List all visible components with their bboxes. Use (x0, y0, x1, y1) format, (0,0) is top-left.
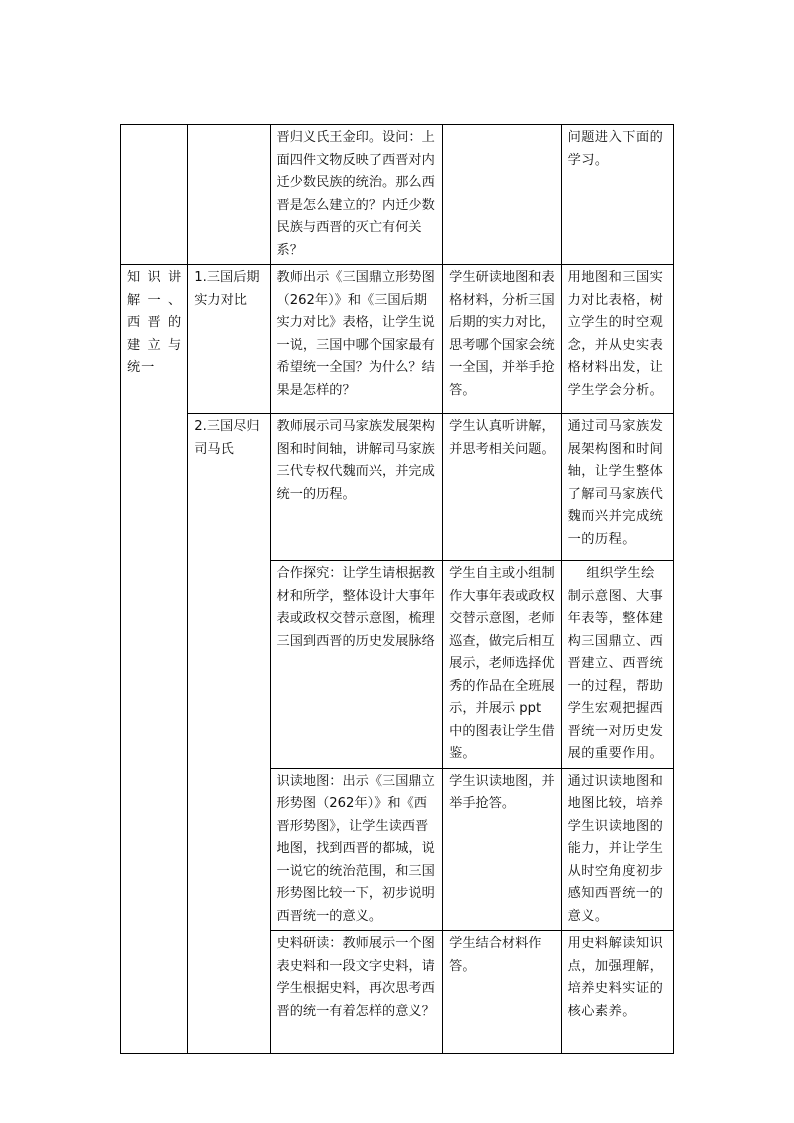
design-purpose-cell (561, 561, 673, 769)
table-cell-empty (188, 125, 270, 265)
design-purpose-cell (561, 125, 673, 265)
design-purpose-text: 通过识读地图和地图比较，培养学生识读地图的能力，并让学生从时空角度初步感知西晋统一的意义。 (567, 773, 664, 924)
lesson-plan-table (120, 124, 674, 1054)
teacher-activity-cell (270, 414, 443, 561)
design-purpose-text: 用地图和三国实力对比表格，树立学生的时空观念，并从史实表格材料出发，让学生学会分析。 (567, 270, 664, 398)
subsection-label-cell (188, 414, 270, 1054)
table-cell-empty (443, 125, 561, 265)
table-cell-empty (121, 125, 188, 265)
design-purpose-cell (561, 768, 673, 931)
teacher-activity-text: 合作探究：让学生请根据教材和所学，整体设计大事年表或政权交替示意图，梳理三国到西晋的历史发展脉络 (276, 566, 435, 649)
design-purpose-text: 通过司马家族发展架构图和时间轴，让学生整体了解司马家族代魏而兴并完成统一的历程。 (567, 419, 664, 547)
teacher-activity-cell (270, 561, 443, 769)
student-activity-text: 学生研读地图和表格材料，分析三国后期的实力对比，思考哪个国家会统一全国，并举手抢答。 (449, 270, 555, 398)
subsection-label-cell (188, 265, 270, 414)
design-purpose-cell (561, 414, 673, 561)
teacher-activity-text: 识读地图：出示《三国鼎立形势图（262年）》和《西晋形势图》，让学生读西晋地图，找到西晋的都城，说一说它的统治范围，和三国形势图比较一下，初步说明西晋统一的意义。 (276, 773, 435, 924)
teacher-activity-cell (270, 125, 443, 265)
teacher-activity-text: 教师展示司马家族发展架构图和时间轴，讲解司马家族三代专权代魏而兴，并完成统一的历程。 (276, 419, 435, 502)
student-activity-cell (443, 414, 561, 561)
design-purpose-cell (561, 265, 673, 414)
teacher-activity-cell (270, 265, 443, 414)
student-activity-cell (443, 931, 561, 1054)
teacher-activity-cell (270, 768, 443, 931)
section-label-cell (121, 265, 188, 1054)
student-activity-cell (443, 265, 561, 414)
section-label: 知识讲解一、西晋的建立与统一 (127, 270, 183, 375)
design-purpose-text: 组织学生绘制示意图、大事年表等，整体建构三国鼎立、西晋建立、西晋统一的过程，帮助学生宏观把握西晋统一对历史发展的重要作用。 (567, 566, 664, 761)
student-activity-text: 学生自主或小组制作大事年表或政权交替示意图，老师巡查，做完后相互展示，老师选择优秀的作品在全班展示，并展示 ppt 中的图表让学生借鉴。 (449, 566, 555, 761)
subsection-label: 1.三国后期实力对比 (194, 270, 260, 308)
teacher-activity-text: 教师出示《三国鼎立形势图（262年）》和《三国后期实力对比》表格，让学生说一说，三国中哪个国家最有希望统一全国？为什么？结果是怎样的？ (276, 270, 435, 398)
student-activity-text: 学生结合材料作答。 (449, 936, 542, 974)
subsection-label: 2.三国尽归司马氏 (194, 419, 260, 457)
teacher-activity-text: 史料研读：教师展示一个图表史料和一段文字史料，请学生根据史料，再次思考西晋的统一有着怎样的意义？ (276, 936, 435, 1019)
design-purpose-cell (561, 931, 673, 1054)
table-row (121, 414, 674, 561)
teacher-activity-cell (270, 931, 443, 1054)
student-activity-cell (443, 768, 561, 931)
design-purpose-text: 问题进入下面的学习。 (567, 130, 664, 168)
design-purpose-text: 用史料解读知识点，加强理解，培养史料实证的核心素养。 (567, 936, 664, 1019)
student-activity-text: 学生认真听讲解，并思考相关问题。 (449, 419, 555, 457)
table-row (121, 265, 674, 414)
table-row (121, 125, 674, 265)
teacher-activity-text: 晋归义氏王金印。设问：上面四件文物反映了西晋对内迁少数民族的统治。那么西晋是怎么建立的？内迁少数民族与西晋的灭亡有何关系？ (276, 130, 435, 258)
student-activity-cell (443, 561, 561, 769)
student-activity-text: 学生识读地图，并举手抢答。 (449, 773, 555, 811)
